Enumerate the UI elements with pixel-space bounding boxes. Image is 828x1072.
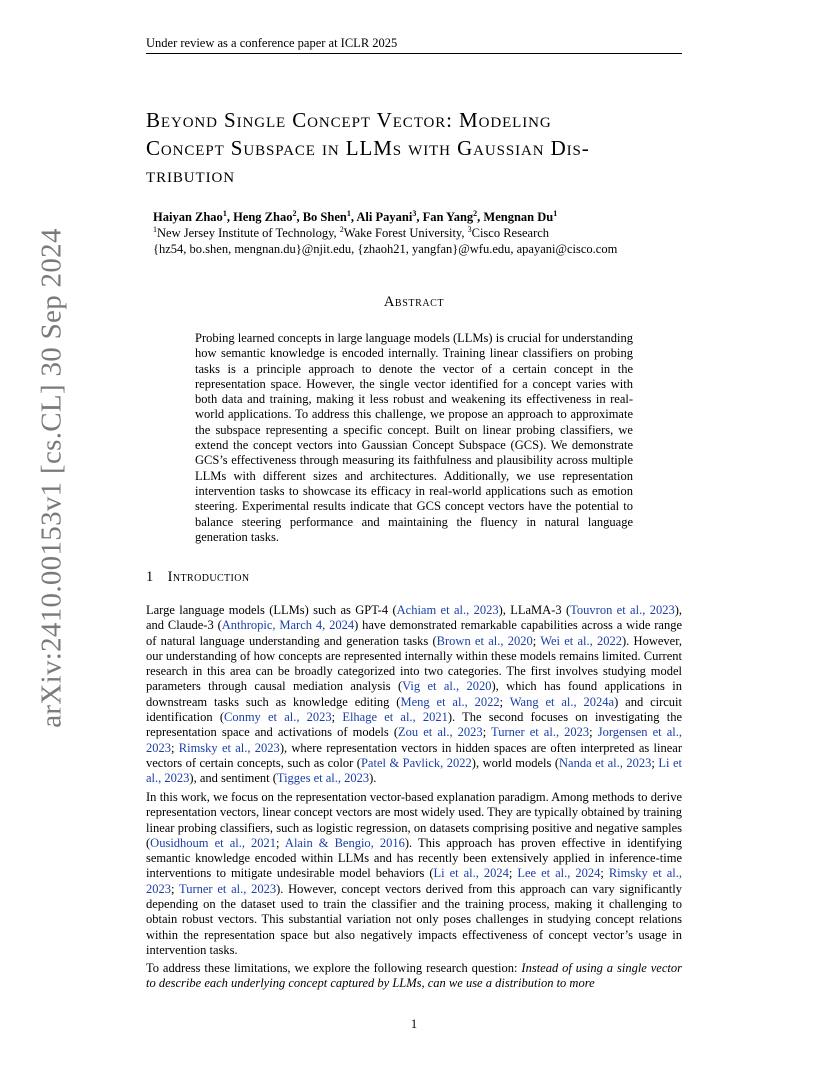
- paragraph-text: ;: [171, 740, 179, 755]
- paragraph-text: ;: [499, 694, 510, 709]
- citation-link[interactable]: Elhage et al., 2021: [342, 710, 448, 725]
- citation-link[interactable]: Zou et al., 2023: [397, 725, 483, 740]
- citation-link[interactable]: Turner et al., 2023: [491, 725, 590, 740]
- header-rule: [146, 53, 682, 54]
- paragraph-text: ), and sentiment (: [189, 771, 277, 786]
- paragraph-text: ), LLaMA-3 (: [498, 603, 571, 617]
- affiliation-mark: 1: [346, 208, 351, 218]
- paragraph-text: ) and circuit identification (: [146, 694, 683, 725]
- intro-paragraph-2: [146, 790, 682, 958]
- author-name: Mengnan Du: [483, 210, 554, 224]
- author-separator: ,: [226, 210, 234, 224]
- paragraph-text: ), which has found applications in downstream tasks such as knowledge editing (: [146, 679, 682, 709]
- citation-link[interactable]: Nanda et al., 2023: [559, 755, 652, 770]
- paragraph-text: In this work, we focus on the representation vector-based explanation paradigm. Among methods to derive representation vectors, linear concept vectors are most widely used. They are typically obtained by training linear probing classifiers, such as logistic regression, on datasets comprising positive and negative samples (: [146, 790, 682, 850]
- author-separator: ,: [296, 210, 303, 224]
- affiliation-mark: 2: [292, 208, 297, 218]
- paragraph-text: ). This approach has proven effective in identifying semantic knowledge encoded within LLMs and has recently been extensively applied in inference-time interventions to mitigate undesirable model behaviors (: [146, 835, 682, 881]
- citation-link[interactable]: Vig et al., 2020: [402, 679, 492, 694]
- paragraph-text: ), and Claude-3 (: [146, 603, 682, 633]
- citation-link[interactable]: Wei et al., 2022: [540, 633, 623, 648]
- abstract-heading: Abstract: [383, 294, 445, 310]
- citation-link[interactable]: Patel & Pavlick, 2022: [360, 755, 472, 770]
- citation-link[interactable]: Touvron et al., 2023: [570, 603, 675, 617]
- page-number: 1: [410, 1017, 418, 1031]
- paragraph-text: ). The second focuses on investigating the representation space and activations of models (: [146, 710, 682, 740]
- citation-link[interactable]: Turner et al., 2023: [179, 881, 277, 896]
- paragraph-text: ). However, our understanding of how concepts are represented internally within these models remains limited. Current research in this area can be broadly categorized into two categories. The first involves studying model parameters through causal mediation analysis (: [146, 633, 682, 694]
- section-number: 1: [146, 569, 154, 585]
- affiliation-mark: 1: [222, 208, 227, 218]
- running-header: Under review as a conference paper at ICLR 2025: [146, 36, 398, 50]
- affiliations: [153, 225, 683, 241]
- emphasized-text: Instead of using a single vector to describe each underlying concept captured by LLMs, can we use a distribution to more: [146, 961, 682, 991]
- affiliation-mark: 2: [473, 208, 478, 218]
- affiliation-mark: 1: [553, 208, 558, 218]
- title-line-2: Concept Subspace in LLMs with Gaussian Dis-: [146, 135, 590, 160]
- citation-link[interactable]: Li et al., 2024: [433, 866, 509, 881]
- paragraph-text: ).: [369, 771, 377, 786]
- affiliation-mark: 2: [339, 224, 344, 234]
- paragraph-text: ;: [600, 866, 609, 881]
- affiliation: New Jersey Institute of Technology,: [157, 226, 340, 240]
- affiliation: Cisco Research: [471, 226, 550, 240]
- paragraph-text: ) have demonstrated remarkable capabilities across a wide range of natural language understanding and generation tasks (: [146, 618, 683, 648]
- author-name: Haiyan Zhao: [153, 210, 223, 224]
- affiliation-mark: 1: [153, 224, 157, 234]
- paragraph-text: ;: [331, 710, 343, 725]
- author-name: Bo Shen: [302, 210, 347, 224]
- title-line-3: tribution: [146, 163, 235, 187]
- author-separator: ,: [350, 210, 357, 224]
- abstract-text: Probing learned concepts in large language models (LLMs) is crucial for understanding how semantic knowledge is encoded internally. Training linear classifiers on probing tasks is a principle approach to denote the vector of a certain concept in the representation space. However, the single vector identified for a concept varies with both data and training, making it less robust and weakening its effectiveness in real-world applications. To address this challenge, we propose an approach to approximate the subspace representing a specific concept. Built on linear probing classifiers, we extend the concept vectors into Gaussian Concept Subspace (GCS). We demonstrate GCS’s effectiveness through measuring its faithfulness and plausibility across multiple LLMs with different sizes and architectures. Additionally, we use representation intervention tasks to showcase its efficacy in real-world applications such as emotion steering. Experimental results indicate that GCS concept vectors have the potential to balance steering performance and maintaining the fluency in natural language generation tasks.: [195, 331, 633, 544]
- intro-paragraph-3: [146, 961, 682, 992]
- author-emails: {hz54, bo.shen, mengnan.du}@njit.edu, {zhaoh21, yangfan}@wfu.edu, apayani@cisco.com: [153, 242, 618, 256]
- citation-link[interactable]: Lee et al., 2024: [517, 866, 601, 881]
- paragraph-text: To address these limitations, we explore the following research question:: [146, 961, 522, 975]
- affiliation-mark: 3: [412, 208, 417, 218]
- author-name: Fan Yang: [422, 210, 474, 224]
- paragraph-text: ), where representation vectors in hidden spaces are often interpreted as linear vectors of certain concepts, such as color (: [146, 740, 682, 770]
- title-line-1: Beyond Single Concept Vector: Modeling: [146, 108, 552, 132]
- citation-link[interactable]: Alain & Bengio, 2016: [284, 835, 405, 850]
- author-name: Heng Zhao: [233, 210, 293, 224]
- section-title: Introduction: [167, 569, 250, 585]
- author-name: Ali Payani: [356, 210, 413, 224]
- paragraph-text: ). However, concept vectors derived from this approach can vary significantly depending on the dataset used to train the classifier and the training process, making it challenging to obtain robust vectors. This substantial variation not only poses challenges in studying concept relations within the representation space but also negatively impacts effectiveness of concept vector’s usage in intervention tasks.: [146, 881, 682, 957]
- affiliation-mark: 3: [467, 224, 472, 234]
- citation-link[interactable]: Anthropic, March 4, 2024: [221, 618, 355, 633]
- author-names: [153, 209, 683, 225]
- paragraph-text: ;: [651, 755, 659, 770]
- paragraph-text: ;: [482, 725, 492, 740]
- intro-paragraph-1: [146, 603, 682, 787]
- section-heading-introduction: [146, 569, 250, 586]
- citation-link[interactable]: Ousidhoum et al., 2021: [150, 835, 277, 850]
- citation-link[interactable]: Rimsky et al., 2023: [146, 866, 682, 896]
- paragraph-text: ;: [508, 866, 518, 881]
- author-separator: ,: [416, 210, 423, 224]
- paragraph-text: Large language models (LLMs) such as GPT-4 (: [146, 603, 397, 617]
- paragraph-text: ;: [171, 881, 179, 896]
- citation-link[interactable]: Meng et al., 2022: [400, 694, 500, 709]
- affiliation: Wake Forest University,: [343, 226, 468, 240]
- citation-link[interactable]: Conmy et al., 2023: [224, 710, 332, 725]
- citation-link[interactable]: Rimsky et al., 2023: [178, 740, 280, 755]
- arxiv-sidebar-stamp: arXiv:2410.00153v1 [cs.CL] 30 Sep 2024: [35, 228, 68, 728]
- citation-link[interactable]: Jorgensen et al., 2023: [146, 725, 682, 755]
- citation-link[interactable]: Brown et al., 2020: [436, 633, 533, 648]
- author-separator: ,: [477, 210, 484, 224]
- paragraph-text: ;: [532, 633, 541, 648]
- citation-link[interactable]: Achiam et al., 2023: [396, 603, 499, 617]
- paper-title: [146, 107, 686, 190]
- paragraph-text: ;: [589, 725, 598, 740]
- paragraph-text: ;: [276, 835, 285, 850]
- citation-link[interactable]: Wang et al., 2024a: [509, 694, 615, 709]
- citation-link[interactable]: Tigges et al., 2023: [276, 771, 370, 786]
- paragraph-text: ), world models (: [471, 755, 559, 770]
- citation-link[interactable]: Li et al., 2023: [146, 755, 682, 786]
- author-block: [153, 209, 683, 257]
